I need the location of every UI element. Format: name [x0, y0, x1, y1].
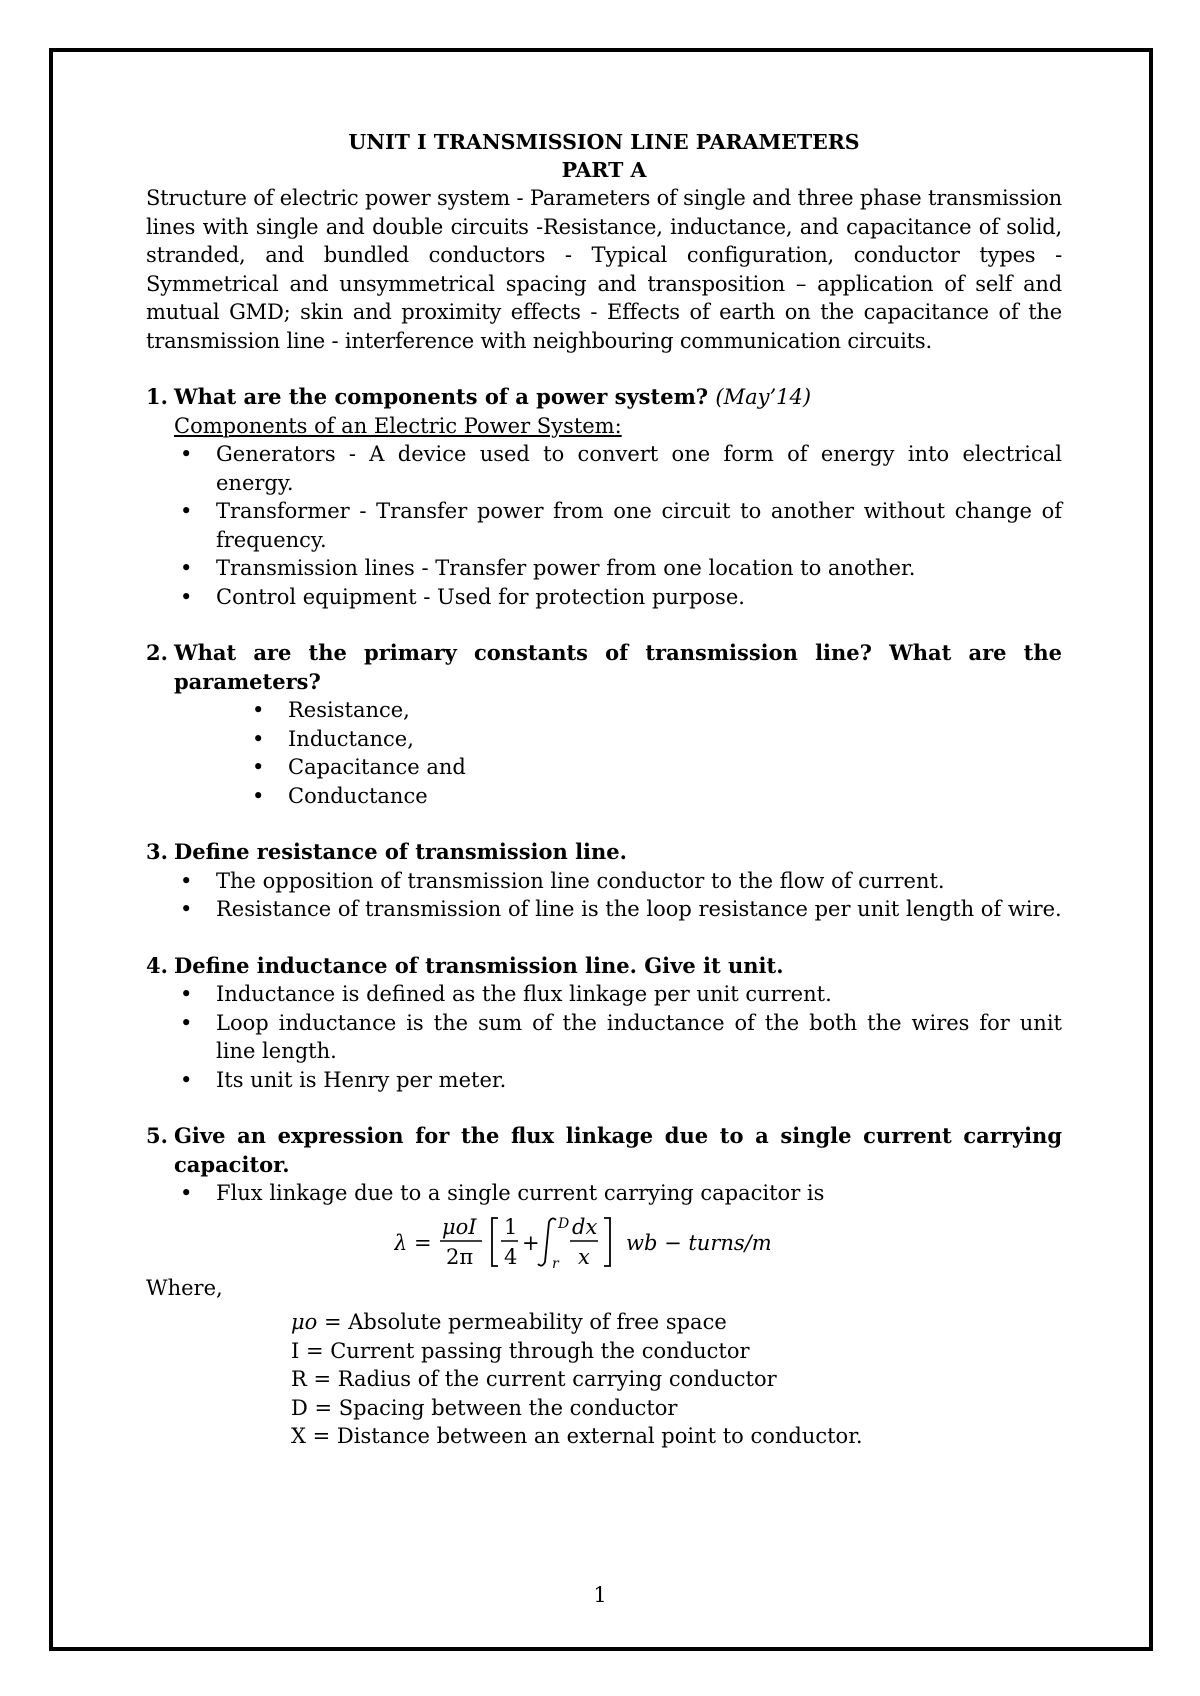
definition-row: D = Spacing between the conductor — [291, 1395, 678, 1420]
question-note: (May’14) — [715, 385, 812, 409]
list-item: • Inductance is defined as the flux linkage per unit current. — [174, 980, 1062, 1009]
syllabus-intro: Structure of electric power system - Parameters of single and three phase transmission lines with single and double circuits -Resistance, inductance, and capacitance of solid, stranded, and bundled conductors - Typical configuration, conductor types - Symmetrical and unsymmetrical spacing and transposition – application of self and mutual GMD; skin and proximity effects - Effects of earth on the capacitance of the transmission line - interference with neighbouring communication circuits. — [146, 186, 1062, 353]
list-item: • Inductance, — [246, 725, 1062, 754]
flux-linkage-formula — [146, 1214, 1062, 1268]
definition-row: I = Current passing through the conductor — [291, 1338, 750, 1363]
q1-list — [146, 440, 1062, 611]
question-text: What are the primary constants of transmission line? What are the parameters? — [174, 640, 1062, 694]
list-item: • Flux linkage due to a single current carrying capacitor is — [174, 1179, 1062, 1208]
formula-units: wb − turns/m — [626, 1230, 772, 1255]
formula-lhs: λ = — [394, 1230, 432, 1255]
formula-inner-num: 1 — [504, 1214, 518, 1239]
page-number: 1 — [593, 1583, 607, 1607]
formula-frac-den: 2π — [446, 1244, 474, 1269]
right-bracket — [604, 1218, 610, 1266]
components-subheading: Components of an Electric Power System: — [174, 413, 622, 438]
list-item: • Generators - A device used to convert one form of energy into electrical energy. — [174, 440, 1062, 497]
list-item: • Transformer - Transfer power from one circuit to another without change of frequency. — [174, 497, 1062, 554]
question-3 — [146, 838, 1062, 867]
formula-frac-num: μoI — [442, 1214, 477, 1239]
question-number: 2. — [146, 640, 168, 665]
formula-int-den: x — [578, 1244, 590, 1269]
question-text: Give an expression for the flux linkage due to a single current carrying capacitor. — [174, 1123, 1062, 1177]
question-text: Define resistance of transmission line. — [174, 839, 627, 864]
list-item: • Resistance of transmission of line is the loop resistance per unit length of wire. — [174, 895, 1062, 924]
question-number: 5. — [146, 1123, 168, 1148]
list-item: • The opposition of transmission line conductor to the flow of current. — [174, 867, 1062, 896]
question-text: What are the components of a power system? — [174, 384, 709, 409]
integral-lower: r — [552, 1255, 559, 1270]
question-number: 1. — [146, 384, 168, 409]
question-4 — [146, 952, 1062, 981]
list-item: • Transmission lines - Transfer power from one location to another. — [174, 554, 1062, 583]
formula-int-num: dx — [572, 1214, 598, 1239]
question-number: 3. — [146, 839, 168, 864]
question-number: 4. — [146, 952, 168, 978]
q3-list — [146, 867, 1062, 924]
document-body — [146, 128, 1062, 1451]
list-item: • Control equipment - Used for protection purpose. — [174, 583, 1062, 612]
symbol-definitions — [146, 1308, 1062, 1451]
list-item: • Conductance — [246, 782, 1062, 811]
definition-row: X = Distance between an external point to conductor. — [291, 1424, 863, 1448]
where-label: Where, — [146, 1275, 223, 1300]
formula-inner-den: 4 — [504, 1244, 518, 1269]
part-title: PART A — [561, 158, 647, 182]
unit-title: UNIT I TRANSMISSION LINE PARAMETERS — [348, 130, 860, 154]
list-item: • Its unit is Henry per meter. — [174, 1066, 1062, 1095]
question-text: Define inductance of transmission line. Give it unit. — [174, 952, 784, 978]
list-item: • Capacitance and — [246, 753, 1062, 782]
left-bracket — [492, 1218, 498, 1266]
list-item: • Loop inductance is the sum of the inductance of the both the wires for unit line length. — [174, 1009, 1062, 1066]
formula-plus: + — [522, 1230, 540, 1255]
q4-list — [146, 980, 1062, 1094]
integral-upper: D — [558, 1215, 570, 1232]
question-5 — [146, 1122, 1062, 1179]
definition-row: μo = Absolute permeability of free space — [291, 1310, 727, 1334]
list-item: • Resistance, — [246, 696, 1062, 725]
q5-list — [146, 1179, 1062, 1208]
question-1 — [146, 383, 1062, 412]
definition-row: R = Radius of the current carrying conductor — [291, 1367, 777, 1391]
q2-list — [146, 696, 1062, 810]
question-2 — [146, 639, 1062, 696]
